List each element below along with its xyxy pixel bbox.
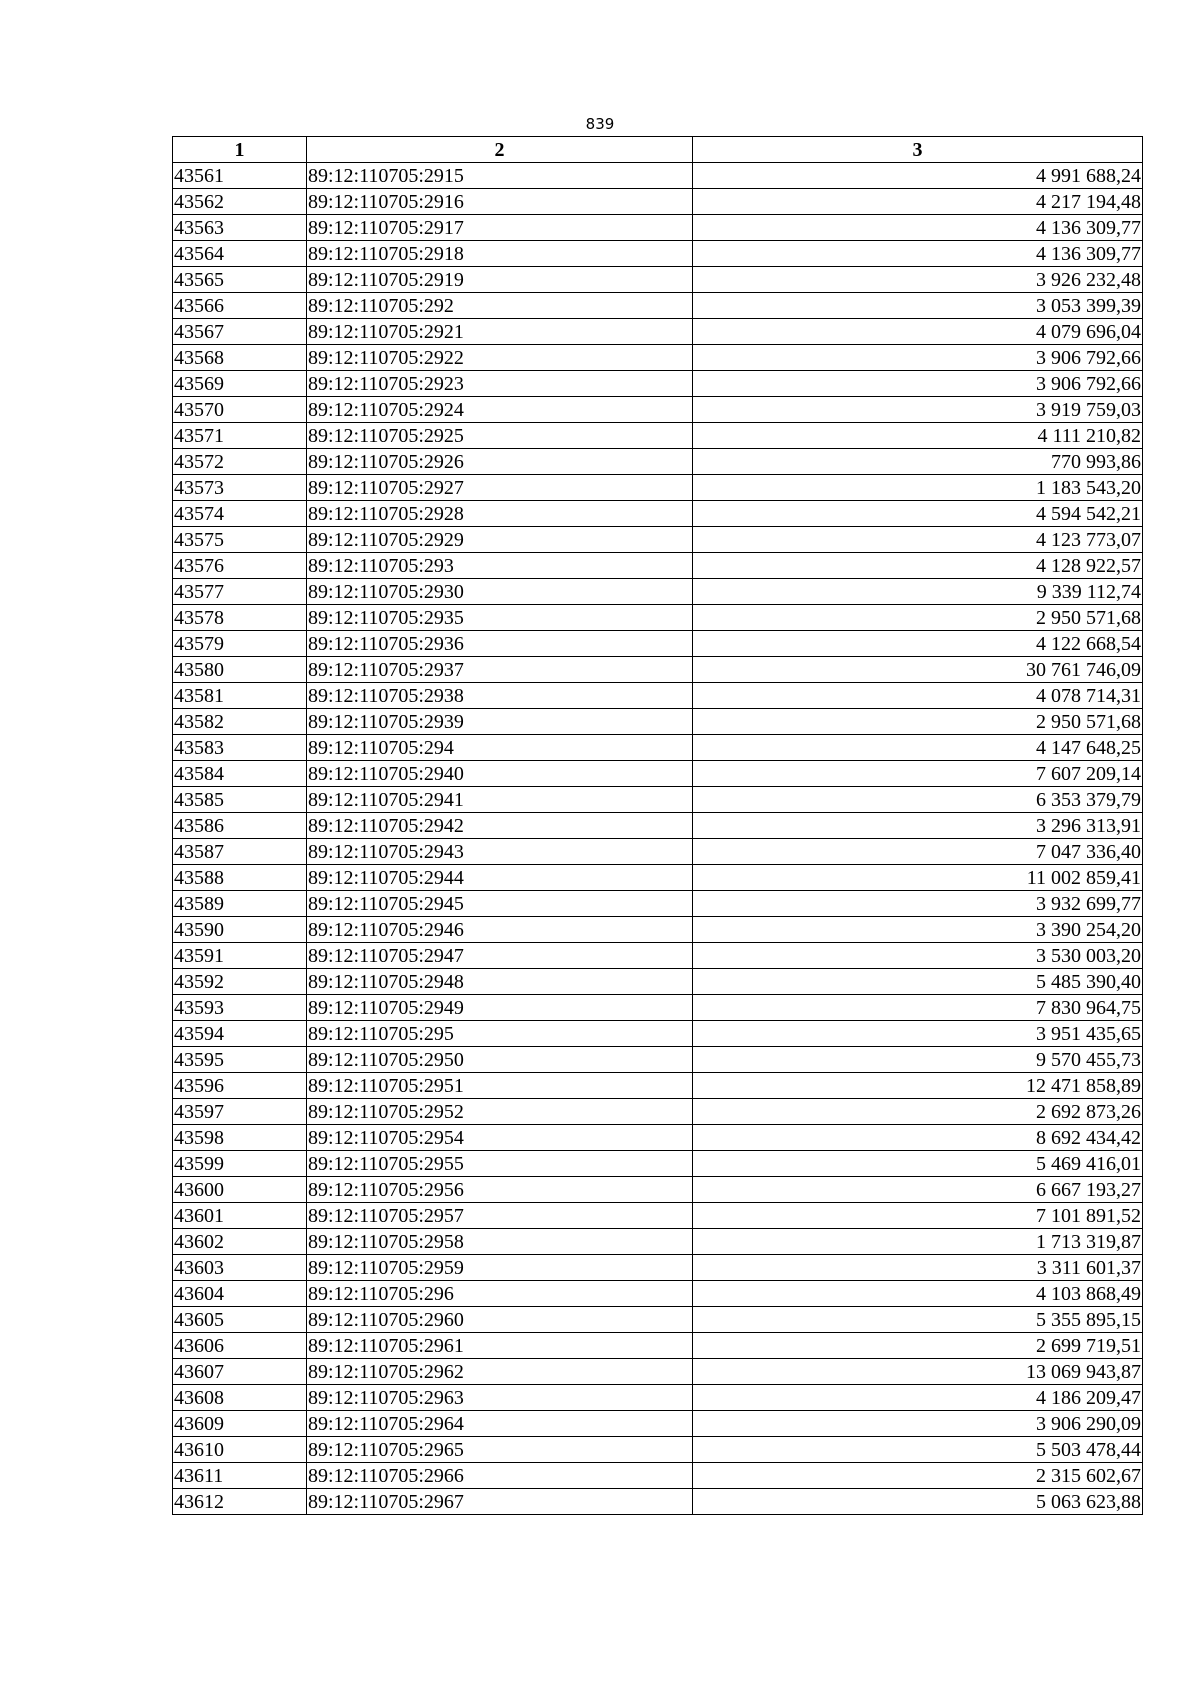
cadastral-value-cell: 4 123 773,07 [693,527,1143,553]
table-row [173,501,1143,527]
cadastral-value-cell: 4 103 868,49 [693,1281,1143,1307]
cadastral-value-cell: 12 471 858,89 [693,1073,1143,1099]
cadastral-value-cell: 4 594 542,21 [693,501,1143,527]
table-row [173,1385,1143,1411]
table-row [173,865,1143,891]
table-row [173,293,1143,319]
cadastral-value-cell: 3 311 601,37 [693,1255,1143,1281]
row-number-cell: 43587 [173,839,307,865]
table-row [173,1021,1143,1047]
row-number-cell: 43575 [173,527,307,553]
row-number-cell: 43608 [173,1385,307,1411]
cadastral-value-cell: 4 136 309,77 [693,215,1143,241]
row-number-cell: 43580 [173,657,307,683]
cadastral-value-cell: 770 993,86 [693,449,1143,475]
cadastral-value-cell: 3 926 232,48 [693,267,1143,293]
table-row [173,397,1143,423]
cadastral-number-cell: 89:12:110705:2950 [307,1047,693,1073]
cadastral-number-cell: 89:12:110705:2928 [307,501,693,527]
row-number-cell: 43599 [173,1151,307,1177]
row-number-cell: 43569 [173,371,307,397]
row-number-cell: 43565 [173,267,307,293]
page-number: 839 [585,115,615,133]
cadastral-value-cell: 3 906 290,09 [693,1411,1143,1437]
cadastral-value-cell: 6 353 379,79 [693,787,1143,813]
table-row [173,1125,1143,1151]
row-number-cell: 43604 [173,1281,307,1307]
cadastral-value-cell: 4 111 210,82 [693,423,1143,449]
cadastral-number-cell: 89:12:110705:2943 [307,839,693,865]
table-row [173,1099,1143,1125]
cadastral-value-cell: 7 047 336,40 [693,839,1143,865]
cadastral-value-cell: 8 692 434,42 [693,1125,1143,1151]
table-row [173,1489,1143,1515]
cadastral-number-cell: 89:12:110705:295 [307,1021,693,1047]
row-number-cell: 43607 [173,1359,307,1385]
row-number-cell: 43572 [173,449,307,475]
row-number-cell: 43574 [173,501,307,527]
table-row [173,969,1143,995]
cadastral-number-cell: 89:12:110705:2936 [307,631,693,657]
cadastral-value-cell: 7 101 891,52 [693,1203,1143,1229]
cadastral-number-cell: 89:12:110705:2935 [307,605,693,631]
row-number-cell: 43601 [173,1203,307,1229]
row-number-cell: 43594 [173,1021,307,1047]
cadastral-number-cell: 89:12:110705:2921 [307,319,693,345]
cadastral-number-cell: 89:12:110705:2965 [307,1437,693,1463]
cadastral-number-cell: 89:12:110705:2962 [307,1359,693,1385]
table-header-row [173,137,1143,163]
row-number-cell: 43583 [173,735,307,761]
cadastral-value-cell: 2 950 571,68 [693,605,1143,631]
row-number-cell: 43606 [173,1333,307,1359]
cadastral-value-cell: 2 315 602,67 [693,1463,1143,1489]
cadastral-number-cell: 89:12:110705:2964 [307,1411,693,1437]
cadastral-number-cell: 89:12:110705:2948 [307,969,693,995]
cadastral-number-cell: 89:12:110705:2952 [307,1099,693,1125]
cadastral-number-cell: 89:12:110705:293 [307,553,693,579]
row-number-cell: 43597 [173,1099,307,1125]
cadastral-number-cell: 89:12:110705:2919 [307,267,693,293]
cadastral-value-cell: 4 128 922,57 [693,553,1143,579]
table-body [173,163,1143,1515]
table-row [173,449,1143,475]
row-number-cell: 43566 [173,293,307,319]
row-number-cell: 43563 [173,215,307,241]
cadastral-number-cell: 89:12:110705:2915 [307,163,693,189]
cadastral-number-cell: 89:12:110705:2945 [307,891,693,917]
cadastral-number-cell: 89:12:110705:2940 [307,761,693,787]
cadastral-value-cell: 4 147 648,25 [693,735,1143,761]
table-row [173,1047,1143,1073]
cadastral-value-cell: 3 906 792,66 [693,371,1143,397]
cadastral-number-cell: 89:12:110705:2954 [307,1125,693,1151]
cadastral-number-cell: 89:12:110705:2942 [307,813,693,839]
cadastral-number-cell: 89:12:110705:2958 [307,1229,693,1255]
cadastral-number-cell: 89:12:110705:2925 [307,423,693,449]
cadastral-value-cell: 5 485 390,40 [693,969,1143,995]
table-row [173,943,1143,969]
row-number-cell: 43562 [173,189,307,215]
row-number-cell: 43581 [173,683,307,709]
table-row [173,475,1143,501]
cadastral-value-cell: 4 136 309,77 [693,241,1143,267]
cadastral-number-cell: 89:12:110705:2916 [307,189,693,215]
table-row [173,579,1143,605]
cadastral-value-table [172,136,1143,1515]
table-row [173,345,1143,371]
table-row [173,891,1143,917]
row-number-cell: 43590 [173,917,307,943]
cadastral-number-cell: 89:12:110705:2960 [307,1307,693,1333]
cadastral-value-cell: 2 692 873,26 [693,1099,1143,1125]
row-number-cell: 43571 [173,423,307,449]
cadastral-value-cell: 4 991 688,24 [693,163,1143,189]
cadastral-value-cell: 2 950 571,68 [693,709,1143,735]
cadastral-value-cell: 5 503 478,44 [693,1437,1143,1463]
row-number-cell: 43573 [173,475,307,501]
table-row [173,1307,1143,1333]
cadastral-value-cell: 1 183 543,20 [693,475,1143,501]
row-number-cell: 43600 [173,1177,307,1203]
column-header-3: 3 [693,137,1143,163]
cadastral-value-cell: 3 906 792,66 [693,345,1143,371]
table-row [173,1073,1143,1099]
column-header-2: 2 [307,137,693,163]
cadastral-number-cell: 89:12:110705:2929 [307,527,693,553]
row-number-cell: 43568 [173,345,307,371]
cadastral-value-cell: 6 667 193,27 [693,1177,1143,1203]
table-row [173,319,1143,345]
row-number-cell: 43582 [173,709,307,735]
cadastral-value-cell: 2 699 719,51 [693,1333,1143,1359]
cadastral-number-cell: 89:12:110705:2930 [307,579,693,605]
table-row [173,917,1143,943]
row-number-cell: 43603 [173,1255,307,1281]
table-row [173,1333,1143,1359]
cadastral-number-cell: 89:12:110705:2939 [307,709,693,735]
row-number-cell: 43602 [173,1229,307,1255]
row-number-cell: 43570 [173,397,307,423]
cadastral-value-cell: 3 390 254,20 [693,917,1143,943]
row-number-cell: 43612 [173,1489,307,1515]
cadastral-value-cell: 5 355 895,15 [693,1307,1143,1333]
row-number-cell: 43611 [173,1463,307,1489]
row-number-cell: 43610 [173,1437,307,1463]
cadastral-value-cell: 3 932 699,77 [693,891,1143,917]
table-row [173,553,1143,579]
row-number-cell: 43596 [173,1073,307,1099]
cadastral-value-cell: 4 079 696,04 [693,319,1143,345]
cadastral-value-cell: 9 339 112,74 [693,579,1143,605]
table-row [173,163,1143,189]
row-number-cell: 43585 [173,787,307,813]
cadastral-number-cell: 89:12:110705:2926 [307,449,693,475]
row-number-cell: 43577 [173,579,307,605]
table-row [173,761,1143,787]
row-number-cell: 43579 [173,631,307,657]
cadastral-value-cell: 3 919 759,03 [693,397,1143,423]
row-number-cell: 43576 [173,553,307,579]
cadastral-value-cell: 11 002 859,41 [693,865,1143,891]
cadastral-number-cell: 89:12:110705:2963 [307,1385,693,1411]
table-row [173,189,1143,215]
cadastral-number-cell: 89:12:110705:2947 [307,943,693,969]
cadastral-number-cell: 89:12:110705:2937 [307,657,693,683]
cadastral-number-cell: 89:12:110705:2961 [307,1333,693,1359]
row-number-cell: 43609 [173,1411,307,1437]
table-row [173,1229,1143,1255]
table-row [173,1463,1143,1489]
row-number-cell: 43561 [173,163,307,189]
cadastral-value-cell: 5 469 416,01 [693,1151,1143,1177]
cadastral-value-cell: 7 830 964,75 [693,995,1143,1021]
cadastral-number-cell: 89:12:110705:2938 [307,683,693,709]
row-number-cell: 43584 [173,761,307,787]
table-row [173,1281,1143,1307]
cadastral-number-cell: 89:12:110705:2957 [307,1203,693,1229]
row-number-cell: 43589 [173,891,307,917]
table-row [173,995,1143,1021]
cadastral-number-cell: 89:12:110705:292 [307,293,693,319]
table-row [173,423,1143,449]
table-row [173,1177,1143,1203]
table-row [173,1437,1143,1463]
table-row [173,683,1143,709]
cadastral-number-cell: 89:12:110705:2941 [307,787,693,813]
table-row [173,1151,1143,1177]
cadastral-value-cell: 30 761 746,09 [693,657,1143,683]
table-row [173,527,1143,553]
table-row [173,1359,1143,1385]
cadastral-number-cell: 89:12:110705:2967 [307,1489,693,1515]
cadastral-number-cell: 89:12:110705:2924 [307,397,693,423]
cadastral-number-cell: 89:12:110705:2959 [307,1255,693,1281]
row-number-cell: 43591 [173,943,307,969]
cadastral-number-cell: 89:12:110705:2951 [307,1073,693,1099]
cadastral-value-cell: 3 951 435,65 [693,1021,1143,1047]
cadastral-value-cell: 13 069 943,87 [693,1359,1143,1385]
cadastral-value-cell: 3 530 003,20 [693,943,1143,969]
cadastral-value-cell: 7 607 209,14 [693,761,1143,787]
table-row [173,787,1143,813]
row-number-cell: 43564 [173,241,307,267]
cadastral-value-cell: 3 296 313,91 [693,813,1143,839]
table-row [173,657,1143,683]
cadastral-number-cell: 89:12:110705:2949 [307,995,693,1021]
table-row [173,605,1143,631]
row-number-cell: 43592 [173,969,307,995]
cadastral-value-cell: 4 186 209,47 [693,1385,1143,1411]
cadastral-number-cell: 89:12:110705:2946 [307,917,693,943]
cadastral-value-cell: 1 713 319,87 [693,1229,1143,1255]
cadastral-value-cell: 3 053 399,39 [693,293,1143,319]
cadastral-number-cell: 89:12:110705:296 [307,1281,693,1307]
cadastral-number-cell: 89:12:110705:2918 [307,241,693,267]
row-number-cell: 43578 [173,605,307,631]
row-number-cell: 43593 [173,995,307,1021]
table-row [173,371,1143,397]
row-number-cell: 43598 [173,1125,307,1151]
cadastral-number-cell: 89:12:110705:2966 [307,1463,693,1489]
cadastral-number-cell: 89:12:110705:2917 [307,215,693,241]
cadastral-number-cell: 89:12:110705:294 [307,735,693,761]
table-row [173,267,1143,293]
cadastral-number-cell: 89:12:110705:2927 [307,475,693,501]
cadastral-number-cell: 89:12:110705:2923 [307,371,693,397]
column-header-1: 1 [173,137,307,163]
row-number-cell: 43595 [173,1047,307,1073]
table-row [173,839,1143,865]
cadastral-number-cell: 89:12:110705:2944 [307,865,693,891]
cadastral-number-cell: 89:12:110705:2955 [307,1151,693,1177]
cadastral-number-cell: 89:12:110705:2956 [307,1177,693,1203]
table-row [173,1411,1143,1437]
cadastral-value-cell: 9 570 455,73 [693,1047,1143,1073]
table-row [173,1203,1143,1229]
table-row [173,241,1143,267]
cadastral-value-cell: 4 122 668,54 [693,631,1143,657]
table-row [173,631,1143,657]
table-row [173,813,1143,839]
row-number-cell: 43586 [173,813,307,839]
row-number-cell: 43567 [173,319,307,345]
cadastral-value-cell: 4 217 194,48 [693,189,1143,215]
row-number-cell: 43588 [173,865,307,891]
table-row [173,1255,1143,1281]
table-row [173,709,1143,735]
cadastral-value-cell: 5 063 623,88 [693,1489,1143,1515]
row-number-cell: 43605 [173,1307,307,1333]
table-row [173,735,1143,761]
cadastral-value-cell: 4 078 714,31 [693,683,1143,709]
table-row [173,215,1143,241]
cadastral-number-cell: 89:12:110705:2922 [307,345,693,371]
